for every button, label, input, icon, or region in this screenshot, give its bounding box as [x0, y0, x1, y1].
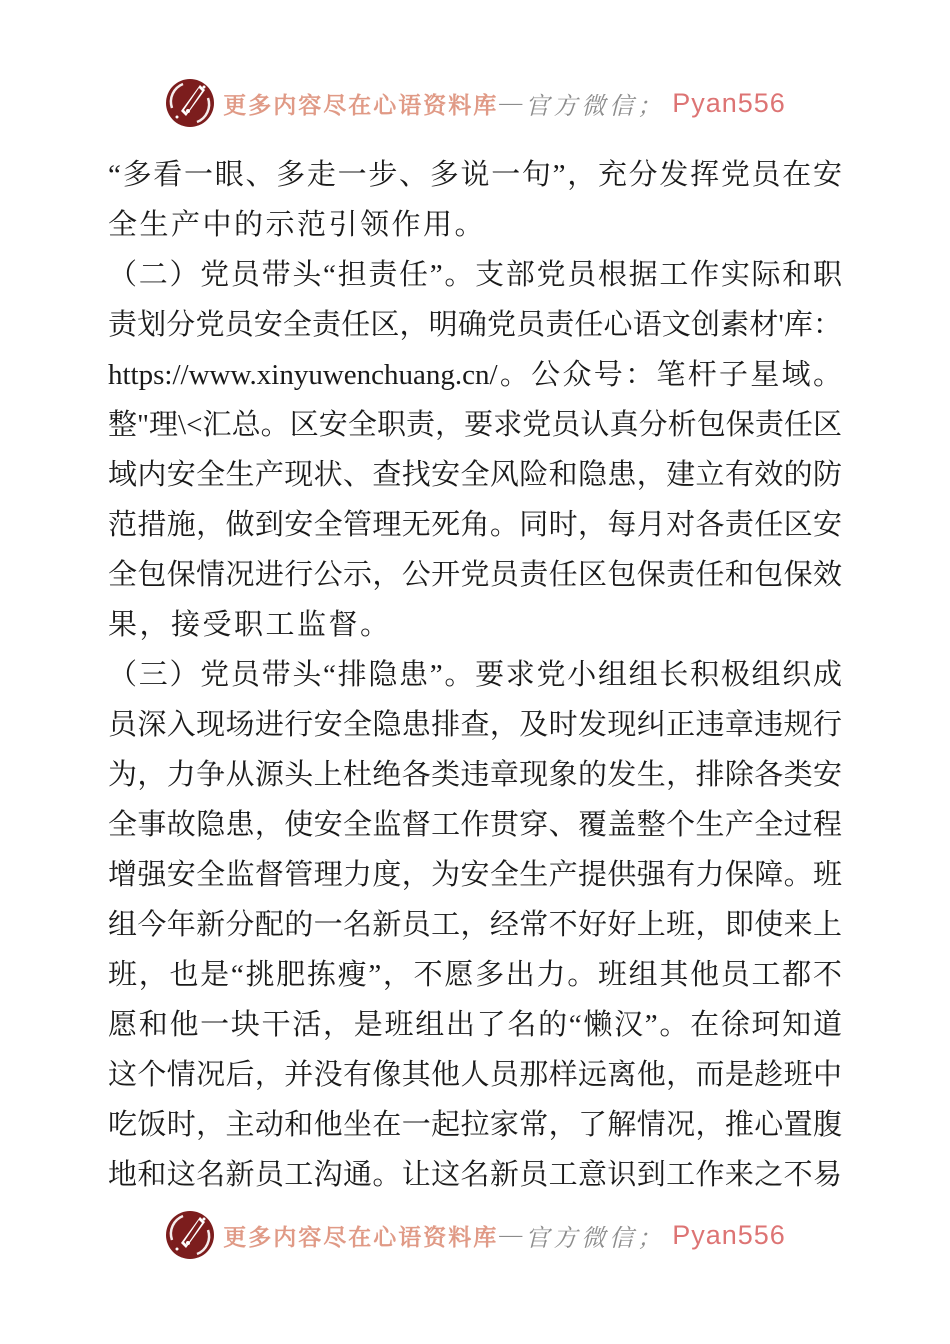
text-line: https://www.xinyuwenchuang.cn/。公众号：笔杆子星域。	[108, 359, 842, 391]
watermark-main-text: 更多内容尽在心语资料库	[223, 92, 499, 118]
text-line: 整"理\<汇总。区安全职责，要求党员认真分析包保责任区	[108, 409, 842, 441]
text-line: 域内安全生产现状、查找安全风险和隐患，建立有效的防	[108, 459, 842, 491]
text-line: 员深入现场进行安全隐患排查，及时发现纠正违章违规行	[108, 709, 842, 741]
text-line: 增强安全监督管理力度，为安全生产提供强有力保障。班	[108, 859, 842, 891]
text-line: 吃饭时，主动和他坐在一起拉家常，了解情况，推心置腹	[108, 1109, 842, 1141]
watermark-footer	[0, 1206, 950, 1264]
text-line: 班，也是“挑肥拣瘦”，不愿多出力。班组其他员工都不	[108, 959, 842, 991]
text-line: “多看一眼、多走一步、多说一句”，充分发挥党员在安	[108, 159, 842, 191]
text-line: 组今年新分配的一名新员工，经常不好好上班，即使来上	[108, 909, 842, 941]
watermark-wechat-label: 官方微信；	[525, 1225, 666, 1252]
document-body	[108, 150, 842, 1200]
text-line: 责划分党员安全责任区，明确党员责任心语文创素材'库：	[108, 309, 842, 341]
text-line: 全包保情况进行公示，公开党员责任区包保责任和包保效	[108, 559, 842, 591]
watermark-wechat-label: 官方微信；	[525, 93, 666, 120]
text-line: 这个情况后，并没有像其他人员那样远离他，而是趁班中	[108, 1059, 842, 1091]
watermark-dash: —	[499, 90, 523, 115]
text-line: 果，接受职工监督。	[108, 609, 392, 641]
text-line: 范措施，做到安全管理无死角。同时，每月对各责任区安	[108, 509, 842, 541]
text-line: 全生产中的示范引领作用。	[108, 209, 487, 241]
text-line: 愿和他一块干活，是班组出了名的“懒汉”。在徐珂知道	[108, 1009, 842, 1041]
watermark-wechat-id: Pyan556	[672, 1219, 786, 1250]
pen-nib-logo-icon	[164, 77, 216, 129]
watermark-wechat-id: Pyan556	[672, 87, 786, 118]
text-line: （二）党员带头“担责任”。支部党员根据工作实际和职	[108, 259, 842, 291]
watermark-dash: —	[499, 1222, 523, 1247]
text-line: （三）党员带头“排隐患”。要求党小组组长积极组织成	[108, 659, 842, 691]
text-line: 全事故隐患，使安全监督工作贯穿、覆盖整个生产全过程	[108, 809, 842, 841]
watermark-header	[0, 74, 950, 132]
text-line: 为，力争从源头上杜绝各类违章现象的发生，排除各类安	[108, 759, 842, 791]
pen-nib-logo-icon	[164, 1209, 216, 1261]
text-line: 地和这名新员工沟通。让这名新员工意识到工作来之不易	[108, 1159, 842, 1191]
watermark-main-text: 更多内容尽在心语资料库	[223, 1224, 499, 1250]
